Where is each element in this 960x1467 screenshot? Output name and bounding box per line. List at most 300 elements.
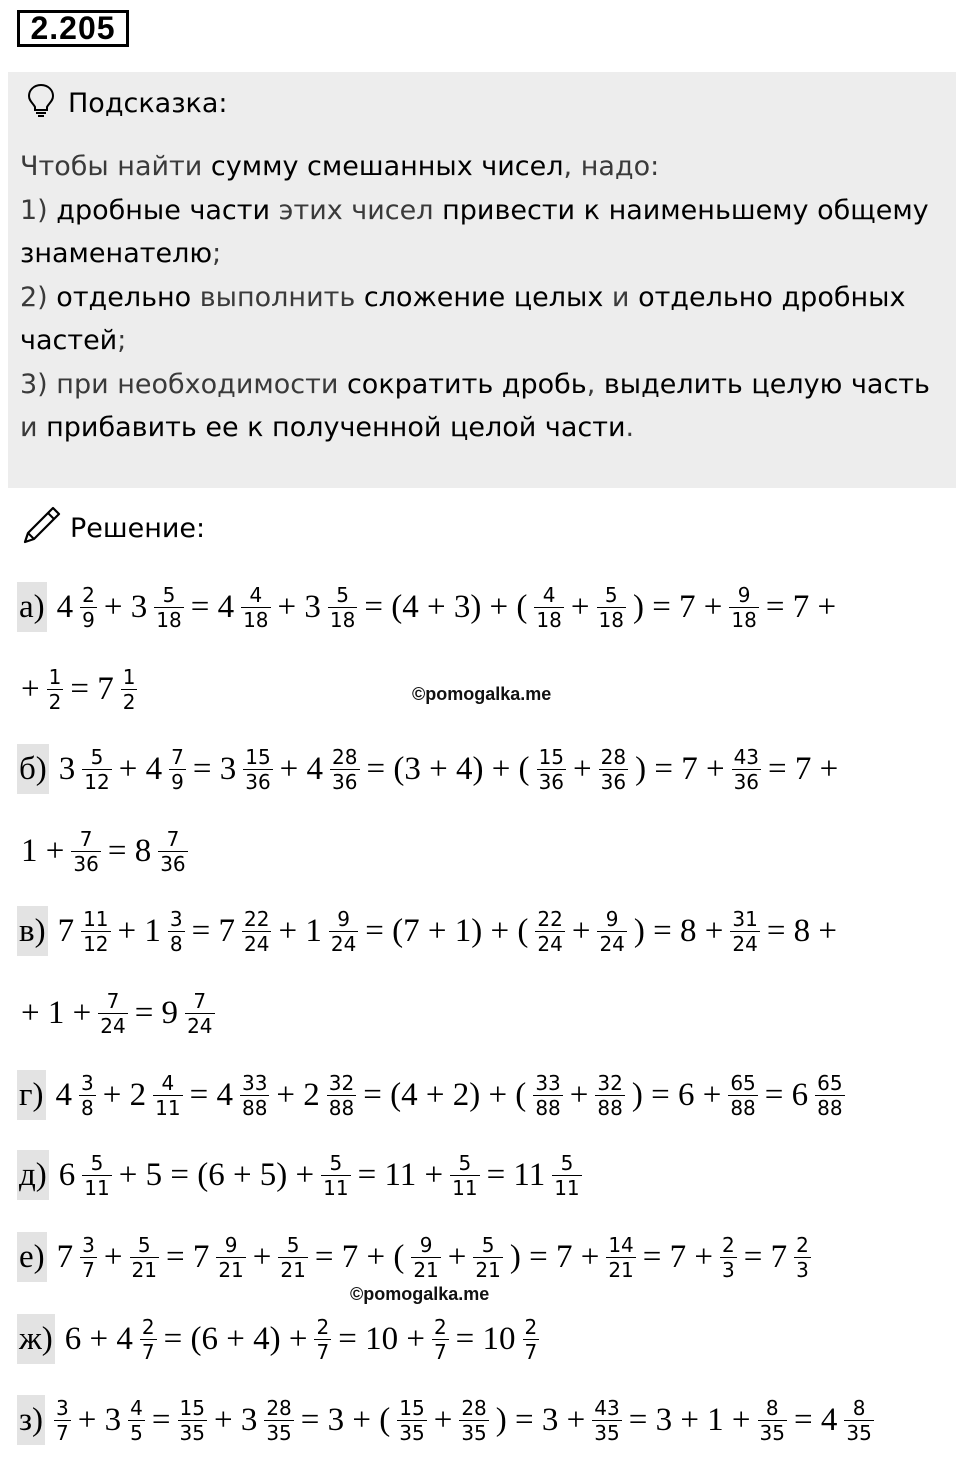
fraction — [330, 745, 359, 794]
hint-emphasis: отдельно дробных частей — [20, 281, 906, 356]
fraction — [82, 1151, 111, 1200]
expression-text: + — [571, 912, 591, 949]
fraction-denominator: 24 — [537, 931, 563, 956]
expression-text: + 1 + — [21, 994, 92, 1031]
watermark: ©pomogalka.me — [350, 1284, 490, 1304]
fraction-numerator: 22 — [537, 906, 563, 931]
watermark: ©pomogalka.me — [412, 684, 552, 704]
fraction — [597, 583, 626, 632]
expression-text: + 3 — [103, 588, 148, 625]
fraction — [121, 665, 138, 714]
item-label: а) — [17, 582, 47, 632]
expression-text: = (4 + 3) + ( — [364, 588, 528, 625]
expression-text: = 4 — [189, 1076, 233, 1113]
expression-text: 7 — [56, 1238, 74, 1275]
fraction-denominator: 18 — [329, 607, 356, 632]
fraction — [98, 989, 127, 1038]
fraction-denominator: 24 — [100, 1013, 126, 1038]
expression-text: ) = 6 + — [631, 1076, 722, 1113]
expression-text: = 8 — [107, 832, 152, 869]
hint-line — [20, 276, 948, 363]
fraction — [153, 1071, 182, 1120]
hint-emphasis: прибавить ее к полученной целой части — [46, 412, 626, 443]
fraction-numerator: 5 — [458, 1150, 472, 1175]
fraction-numerator: 2 — [433, 1314, 447, 1339]
fraction-numerator: 65 — [730, 1070, 756, 1095]
fraction-denominator: 24 — [599, 931, 625, 956]
fraction-numerator: 2 — [82, 582, 95, 607]
hint-text-segment: выполнить — [191, 281, 364, 313]
fraction-numerator: 3 — [56, 1395, 69, 1420]
fraction-numerator: 9 — [224, 1232, 238, 1257]
fraction-numerator: 3 — [169, 906, 183, 931]
expression-text: 4 — [55, 1076, 73, 1113]
fraction — [185, 989, 214, 1038]
solution-line — [17, 1150, 585, 1200]
fraction-numerator: 4 — [542, 582, 556, 607]
fraction — [720, 1233, 737, 1282]
fraction — [523, 1315, 540, 1364]
expression-text: + — [569, 1076, 589, 1113]
expression-text: ) = 8 + — [633, 912, 724, 949]
expression-text: + 1 — [278, 912, 322, 949]
fraction-numerator: 33 — [241, 1070, 268, 1095]
solution-line — [17, 1232, 814, 1282]
fraction — [329, 907, 358, 956]
solution-line — [17, 826, 191, 876]
fraction — [473, 1233, 502, 1282]
expression-text: = 3 + 1 + — [628, 1401, 751, 1438]
fraction — [732, 745, 761, 794]
fraction-numerator: 32 — [328, 1070, 355, 1095]
fraction-numerator: 5 — [336, 582, 349, 607]
fraction-denominator: 11 — [554, 1175, 580, 1200]
fraction-denominator: 35 — [179, 1420, 205, 1445]
fraction — [397, 1396, 426, 1445]
fraction-numerator: 5 — [560, 1150, 574, 1175]
fraction-denominator: 7 — [316, 1339, 330, 1364]
fraction-denominator: 21 — [218, 1257, 244, 1282]
solution-line — [17, 664, 140, 714]
fraction — [534, 583, 563, 632]
expression-text: = 7 — [743, 1238, 788, 1275]
fraction-numerator: 5 — [329, 1150, 343, 1175]
fraction-numerator: 5 — [481, 1232, 495, 1257]
fraction-denominator: 5 — [130, 1420, 143, 1445]
expression-text: = 6 — [764, 1076, 809, 1113]
fraction — [844, 1396, 873, 1445]
fraction-numerator: 8 — [852, 1395, 866, 1420]
fraction — [730, 907, 759, 956]
expression-text: = 11 + — [357, 1156, 444, 1193]
fraction — [728, 1071, 757, 1120]
fraction-denominator: 88 — [730, 1095, 756, 1120]
fraction-denominator: 36 — [600, 769, 627, 794]
fraction — [278, 1233, 307, 1282]
expression-text: + 1 — [117, 912, 161, 949]
fraction — [328, 583, 357, 632]
hint-text-segment: ; — [212, 238, 222, 269]
fraction — [606, 1233, 635, 1282]
fraction — [314, 1315, 331, 1364]
expression-text: = 7 — [165, 1238, 210, 1275]
hint-text-segment: . — [625, 412, 635, 443]
fraction — [178, 1396, 207, 1445]
expression-text: = 4 — [190, 588, 235, 625]
fraction — [80, 1233, 97, 1282]
item-label: в) — [17, 906, 48, 956]
fraction-denominator: 3 — [796, 1257, 809, 1282]
fraction — [82, 745, 111, 794]
fraction — [240, 1071, 269, 1120]
fraction-numerator: 33 — [535, 1070, 561, 1095]
fraction — [758, 1396, 787, 1445]
expression-text: = 10 + — [338, 1320, 425, 1357]
expression-text: = 10 — [455, 1320, 516, 1357]
expression-text: + — [252, 1238, 272, 1275]
fraction-numerator: 2 — [722, 1232, 735, 1257]
fraction — [47, 665, 64, 714]
fraction-numerator: 3 — [82, 1232, 95, 1257]
expression-text: + 4 — [118, 750, 163, 787]
expression-text: 6 + 4 — [64, 1320, 133, 1357]
fraction-denominator: 24 — [330, 931, 357, 956]
fraction-denominator: 35 — [399, 1420, 425, 1445]
solution-line — [17, 582, 840, 632]
fraction-numerator: 15 — [245, 744, 271, 769]
fraction-numerator: 1 — [122, 664, 136, 689]
hint-box — [8, 72, 956, 488]
fraction-denominator: 18 — [598, 607, 624, 632]
item-label: е) — [17, 1232, 47, 1282]
solution-line — [17, 1395, 877, 1445]
fraction — [459, 1396, 488, 1445]
pencil-icon — [20, 505, 62, 552]
fraction — [411, 1233, 440, 1282]
fraction-denominator: 3 — [722, 1257, 735, 1282]
fraction-numerator: 5 — [162, 582, 176, 607]
fraction-denominator: 18 — [536, 607, 562, 632]
expression-text: 1 + — [21, 832, 65, 869]
fraction-numerator: 7 — [166, 826, 180, 851]
solution-line — [17, 1314, 542, 1364]
hint-text — [20, 145, 948, 450]
fraction-denominator: 11 — [452, 1175, 478, 1200]
fraction — [535, 907, 564, 956]
fraction — [533, 1071, 562, 1120]
expression-text: = (6 + 4) + — [163, 1320, 308, 1357]
fraction-numerator: 5 — [286, 1232, 300, 1257]
expression-text: = 8 + — [766, 912, 838, 949]
fraction-denominator: 36 — [538, 769, 565, 794]
fraction — [432, 1315, 449, 1364]
fraction-denominator: 21 — [608, 1257, 634, 1282]
fraction-denominator: 88 — [241, 1095, 268, 1120]
fraction-numerator: 7 — [79, 826, 93, 851]
expression-text: + 4 — [279, 750, 324, 787]
fraction-numerator: 2 — [141, 1314, 155, 1339]
fraction-denominator: 88 — [328, 1095, 355, 1120]
fraction — [243, 745, 272, 794]
hint-emphasis: привести к наименьшему общему знаменателю — [20, 194, 929, 269]
expression-text: = (3 + 4) + ( — [366, 750, 530, 787]
expression-text: + — [21, 670, 40, 707]
expression-text: = — [151, 1401, 171, 1438]
expression-text: 3 — [58, 750, 76, 787]
fraction — [130, 1233, 159, 1282]
fraction — [592, 1396, 621, 1445]
fraction — [450, 1151, 479, 1200]
fraction-denominator: 21 — [475, 1257, 501, 1282]
expression-text: + — [447, 1238, 467, 1275]
hint-emphasis: сократить дробь — [346, 368, 587, 400]
expression-text: + 3 — [277, 588, 321, 625]
fraction — [552, 1151, 581, 1200]
expression-text: = (7 + 1) + ( — [365, 912, 529, 949]
hint-line — [20, 189, 948, 276]
fraction-numerator: 9 — [337, 906, 350, 931]
fraction-denominator: 21 — [131, 1257, 157, 1282]
fraction-numerator: 7 — [171, 744, 184, 769]
expression-text: + 3 — [77, 1401, 122, 1438]
fraction-denominator: 35 — [846, 1420, 872, 1445]
expression-text: + 3 — [213, 1401, 258, 1438]
fraction-numerator: 15 — [179, 1395, 205, 1420]
fraction-denominator: 88 — [597, 1095, 623, 1120]
fraction-denominator: 2 — [122, 689, 136, 714]
hint-text-segment: этих чисел — [270, 194, 443, 226]
fraction-numerator: 4 — [130, 1395, 143, 1420]
solution-line — [17, 1070, 848, 1120]
fraction — [597, 907, 626, 956]
expression-text: = 3 + ( — [300, 1401, 391, 1438]
fraction-denominator: 11 — [155, 1095, 181, 1120]
expression-text: = 7 + — [765, 588, 837, 625]
fraction-numerator: 5 — [137, 1232, 151, 1257]
fraction-numerator: 9 — [605, 906, 619, 931]
fraction-denominator: 36 — [245, 769, 271, 794]
fraction-denominator: 7 — [82, 1257, 95, 1282]
fraction-denominator: 18 — [243, 607, 269, 632]
fraction-numerator: 5 — [90, 744, 104, 769]
hint-line — [20, 363, 948, 450]
fraction-denominator: 7 — [524, 1339, 538, 1364]
fraction-denominator: 9 — [171, 769, 184, 794]
fraction-denominator: 9 — [82, 607, 95, 632]
fraction-denominator: 11 — [84, 1175, 110, 1200]
fraction-denominator: 18 — [156, 607, 182, 632]
fraction-denominator: 88 — [817, 1095, 843, 1120]
fraction-numerator: 11 — [83, 906, 109, 931]
solution-line — [17, 906, 841, 956]
expression-text: ) = 7 + — [509, 1238, 600, 1275]
fraction — [71, 827, 100, 876]
lightbulb-icon — [26, 83, 56, 124]
hint-line — [20, 145, 948, 189]
fraction — [794, 1233, 811, 1282]
expression-text: 7 — [57, 912, 75, 949]
fraction-numerator: 7 — [193, 988, 207, 1013]
fraction-numerator: 8 — [765, 1395, 779, 1420]
fraction-numerator: 9 — [419, 1232, 433, 1257]
solution-line — [17, 988, 218, 1038]
fraction-denominator: 21 — [413, 1257, 439, 1282]
expression-text: + — [103, 1238, 123, 1275]
hint-emphasis: сложение целых — [363, 281, 604, 313]
fraction-denominator: 12 — [84, 769, 110, 794]
fraction — [537, 745, 566, 794]
fraction — [168, 907, 185, 956]
expression-text: + 5 = (6 + 5) + — [118, 1156, 315, 1193]
item-label: з) — [17, 1395, 45, 1445]
expression-text: ) = 3 + — [495, 1401, 586, 1438]
fraction-denominator: 24 — [732, 931, 758, 956]
expression-text: ) = 7 + — [632, 588, 723, 625]
fraction-denominator: 8 — [81, 1095, 94, 1120]
expression-text: + 2 — [102, 1076, 147, 1113]
fraction-numerator: 9 — [737, 582, 751, 607]
hint-text-segment: 2) — [20, 281, 57, 313]
fraction — [140, 1315, 157, 1364]
hint-emphasis: отдельно — [56, 281, 192, 313]
fraction — [169, 745, 186, 794]
fraction — [327, 1071, 356, 1120]
expression-text: + — [573, 750, 592, 787]
hint-text-segment: и — [603, 281, 639, 313]
fraction-numerator: 65 — [817, 1070, 843, 1095]
fraction-denominator: 24 — [244, 931, 270, 956]
fraction — [599, 745, 628, 794]
fraction-denominator: 36 — [332, 769, 358, 794]
fraction-numerator: 31 — [732, 906, 758, 931]
expression-text: = 7 + — [768, 750, 839, 787]
expression-text: + 2 — [276, 1076, 320, 1113]
hint-emphasis: дробные части — [56, 194, 271, 226]
fraction — [321, 1151, 350, 1200]
fraction-numerator: 28 — [266, 1395, 292, 1420]
hint-emphasis: сумму смешанных чисел — [210, 151, 564, 182]
fraction-numerator: 43 — [733, 744, 760, 769]
fraction — [595, 1071, 624, 1120]
expression-text: = 4 — [794, 1401, 838, 1438]
fraction-numerator: 15 — [538, 744, 565, 769]
fraction — [81, 907, 110, 956]
item-label: ж) — [17, 1314, 55, 1364]
fraction-numerator: 2 — [796, 1232, 809, 1257]
expression-text: 6 — [58, 1156, 76, 1193]
hint-title: Подсказка: — [68, 87, 228, 119]
fraction-numerator: 2 — [316, 1314, 330, 1339]
expression-text: 4 — [56, 588, 74, 625]
fraction — [158, 827, 187, 876]
fraction — [216, 1233, 245, 1282]
fraction-denominator: 18 — [731, 607, 757, 632]
fraction-denominator: 35 — [266, 1420, 292, 1445]
fraction — [815, 1071, 844, 1120]
fraction — [79, 1071, 96, 1120]
expression-text: = 7 — [191, 912, 236, 949]
expression-text: ) = 7 + — [635, 750, 725, 787]
expression-text: = 7 — [70, 670, 114, 707]
expression-text: = 7 + ( — [314, 1238, 405, 1275]
fraction — [264, 1396, 293, 1445]
expression-text: = 7 + — [642, 1238, 714, 1275]
fraction-denominator: 12 — [83, 931, 109, 956]
fraction — [128, 1396, 145, 1445]
expression-text: = 3 — [192, 750, 237, 787]
hint-text-segment: ; — [117, 325, 127, 356]
fraction-denominator: 11 — [323, 1175, 349, 1200]
fraction-numerator: 28 — [461, 1395, 487, 1420]
hint-text-segment: 3) при необходимости — [20, 368, 347, 400]
fraction-numerator: 28 — [332, 744, 358, 769]
hint-text-segment: 1) — [20, 194, 57, 226]
fraction-denominator: 35 — [594, 1420, 620, 1445]
fraction-numerator: 15 — [399, 1395, 425, 1420]
fraction-denominator: 35 — [461, 1420, 487, 1445]
fraction-denominator: 7 — [141, 1339, 155, 1364]
fraction-denominator: 36 — [160, 851, 186, 876]
hint-text-segment: и — [20, 412, 47, 443]
fraction-numerator: 1 — [48, 664, 62, 689]
expression-text: = 9 — [134, 994, 179, 1031]
fraction-denominator: 7 — [433, 1339, 447, 1364]
fraction-denominator: 35 — [759, 1420, 785, 1445]
solution-line — [17, 744, 842, 794]
solution-title: Решение: — [70, 512, 206, 544]
fraction-numerator: 4 — [161, 1070, 175, 1095]
fraction — [154, 583, 183, 632]
item-label: б) — [17, 744, 49, 794]
fraction-numerator: 2 — [524, 1314, 538, 1339]
fraction-denominator: 24 — [187, 1013, 213, 1038]
fraction — [80, 583, 97, 632]
fraction-denominator: 88 — [535, 1095, 561, 1120]
fraction — [729, 583, 758, 632]
hint-text-segment: Чтобы найти — [20, 151, 211, 182]
fraction — [241, 583, 270, 632]
fraction — [242, 907, 271, 956]
fraction-denominator: 36 — [73, 851, 99, 876]
hint-text-segment: , — [586, 368, 604, 400]
fraction-numerator: 5 — [604, 582, 618, 607]
fraction-numerator: 3 — [81, 1070, 94, 1095]
expression-text: = (4 + 2) + ( — [363, 1076, 527, 1113]
fraction-numerator: 32 — [597, 1070, 623, 1095]
fraction-numerator: 7 — [106, 988, 120, 1013]
fraction-denominator: 2 — [48, 689, 62, 714]
fraction-numerator: 4 — [249, 582, 263, 607]
problem-number: 2.205 — [17, 10, 129, 47]
hint-emphasis: выделить целую часть — [603, 368, 930, 400]
fraction-denominator: 36 — [733, 769, 760, 794]
fraction-numerator: 14 — [608, 1232, 634, 1257]
fraction-denominator: 8 — [169, 931, 183, 956]
expression-text: = 11 — [486, 1156, 546, 1193]
fraction-numerator: 28 — [600, 744, 627, 769]
fraction — [54, 1396, 71, 1445]
fraction-denominator: 21 — [280, 1257, 306, 1282]
item-label: г) — [17, 1070, 46, 1120]
fraction-denominator: 7 — [56, 1420, 69, 1445]
expression-text: + — [570, 588, 590, 625]
fraction-numerator: 5 — [90, 1150, 104, 1175]
hint-text-segment: , надо: — [563, 151, 660, 182]
item-label: д) — [17, 1150, 49, 1200]
expression-text: + — [433, 1401, 453, 1438]
fraction-numerator: 22 — [244, 906, 270, 931]
fraction-numerator: 43 — [594, 1395, 620, 1420]
